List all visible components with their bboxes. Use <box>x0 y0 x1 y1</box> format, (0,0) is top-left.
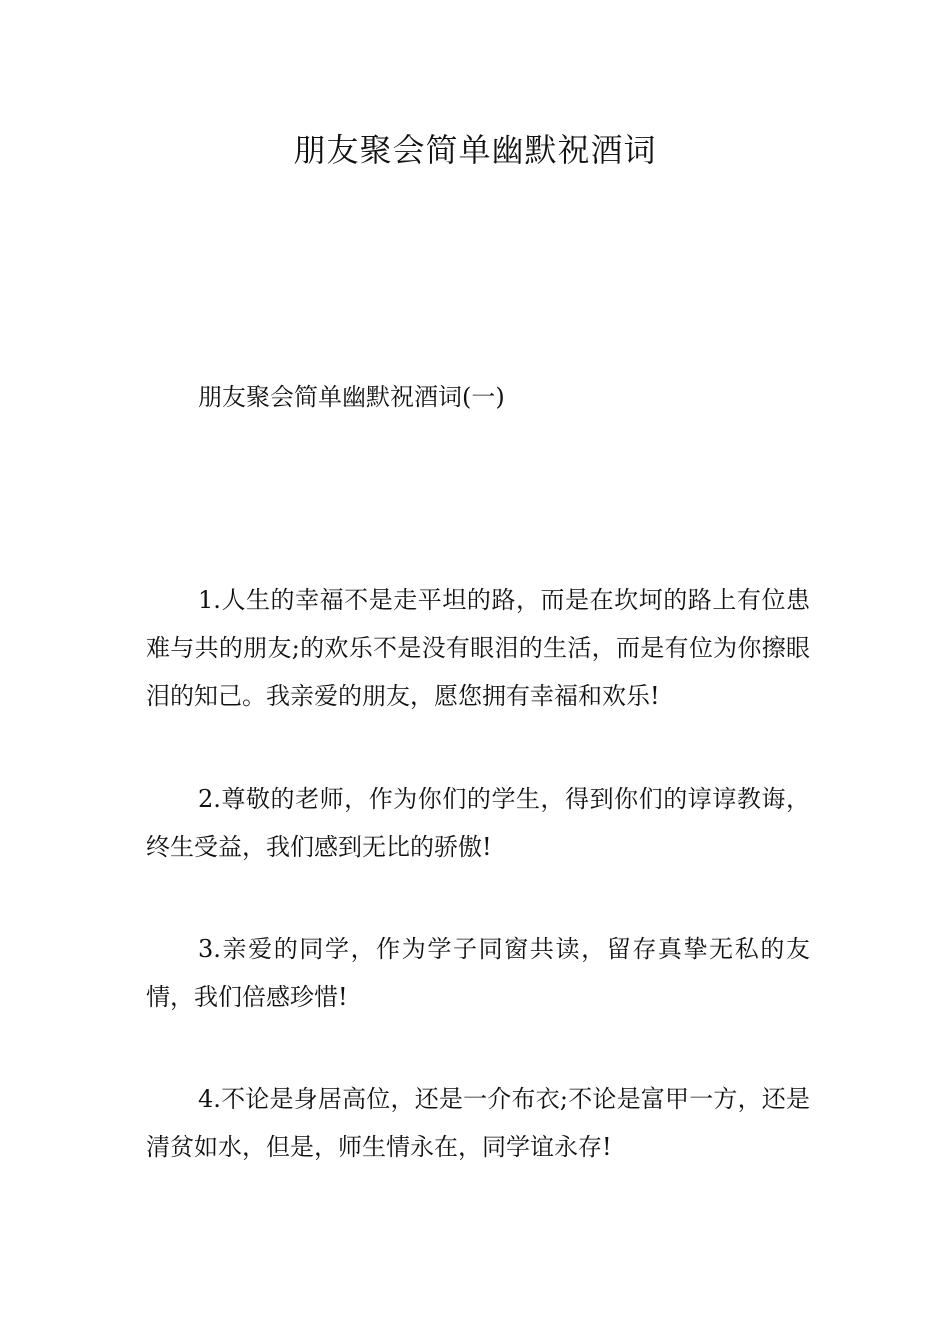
paragraph-3: 3.亲爱的同学，作为学子同窗共读，留存真挚无私的友情，我们倍感珍惜! <box>146 935 810 1011</box>
section-subtitle: 朋友聚会简单幽默祝酒词(一) <box>198 383 505 411</box>
paragraph-1: 1.人生的幸福不是走平坦的路，而是在坎坷的路上有位患难与共的朋友;的欢乐不是没有眼泪的生活，而是有位为你擦眼泪的知己。我亲爱的朋友，愿您拥有幸福和欢乐! <box>146 586 810 710</box>
paragraph-2: 2.尊敬的老师，作为你们的学生，得到你们的谆谆教诲，终生受益，我们感到无比的骄傲! <box>146 785 810 861</box>
document-title: 朋友聚会简单幽默祝酒词 <box>293 131 657 169</box>
paragraph-4: 4.不论是身居高位，还是一介布衣;不论是富甲一方，还是清贫如水，但是，师生情永在，同学谊永存! <box>146 1085 810 1161</box>
